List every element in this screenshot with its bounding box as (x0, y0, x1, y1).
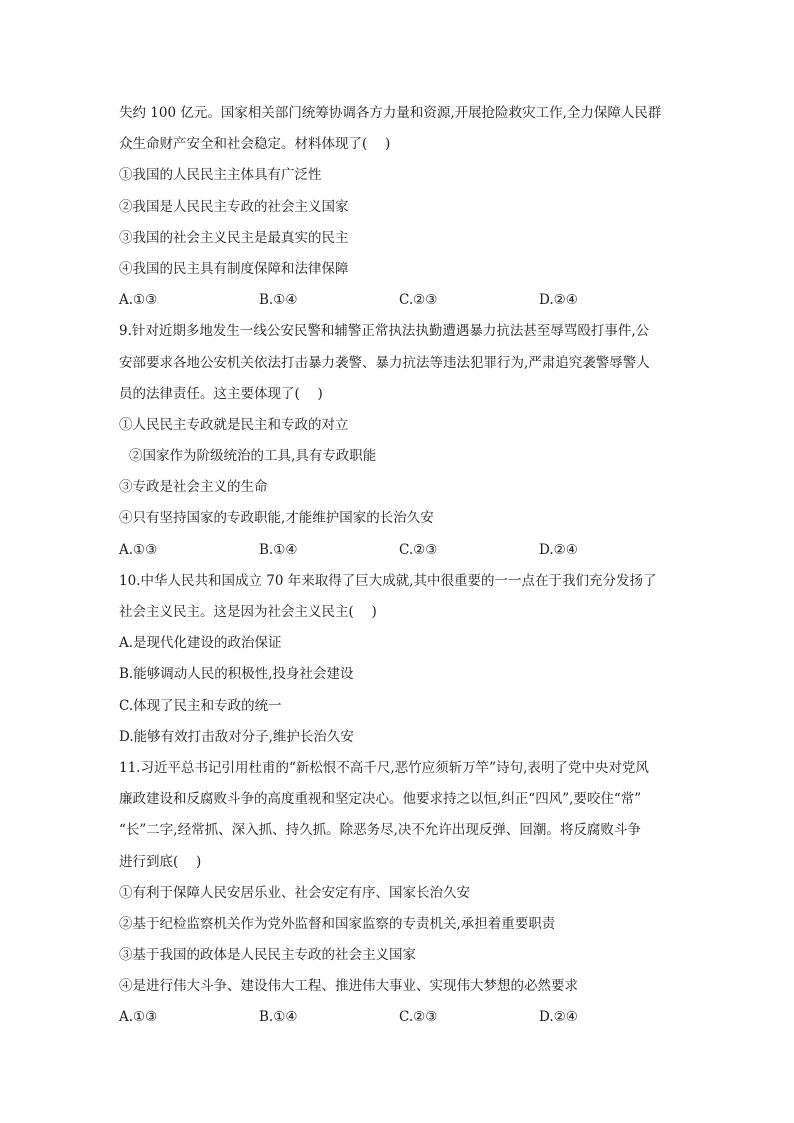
answer-option-b: B.①④ (259, 292, 298, 309)
choice-item: ③基于我国的政体是人民民主专政的社会主义国家 (119, 947, 416, 964)
question-10-block (119, 566, 675, 753)
choice-item: ③我国的社会主义民主是最真实的民主 (119, 229, 349, 246)
question-text: 众生命财产安全和社会稳定。材料体现了( ) (119, 136, 391, 153)
answer-option-c: C.②③ (399, 292, 438, 309)
answer-option-b: B.①④ (259, 1009, 298, 1026)
question-text: 10.中华人民共和国成立 70 年来取得了巨大成就,其中很重要的一一点在于我们充分发扬了 (119, 572, 657, 589)
answer-option-c: C.②③ (399, 1009, 438, 1026)
question-text: 9.针对近期多地发生一线公安民警和辅警正常执法执勤遭遇暴力抗法甚至辱骂殴打事件,公 (119, 323, 650, 340)
question-text: 社会主义民主。这是因为社会主义民主( ) (119, 604, 377, 620)
choice-item: B.能够调动人民的积极性,投身社会建设 (119, 666, 354, 683)
answer-options (119, 1002, 675, 1033)
answer-option-d: D.②④ (539, 292, 578, 309)
choice-item: ④只有坚持国家的专政职能,才能维护国家的长治久安 (119, 510, 434, 527)
question-11-block (119, 753, 675, 1034)
choice-item: D.能够有效打击敌对分子,维护长治久安 (119, 728, 354, 745)
answer-option-a: A.①③ (119, 1009, 158, 1026)
answer-option-a: A.①③ (119, 541, 158, 558)
answer-option-d: D.②④ (539, 1009, 578, 1026)
choice-item: ①我国的人民民主主体具有广泛性 (119, 167, 322, 184)
question-text: 廉政建设和反腐败斗争的高度重视和坚定决心。他要求持之以恒,纠正“四风”,要咬住“常” (119, 791, 642, 808)
choice-item: ④我国的民主具有制度保障和法律保障 (119, 260, 349, 277)
choice-item: ②基于纪检监察机关作为党外监督和国家监察的专责机关,承担着重要职责 (119, 915, 556, 932)
answer-option-a: A.①③ (119, 292, 158, 309)
question-8-block (119, 98, 675, 316)
question-text: 安部要求各地公安机关依法打击暴力袭警、暴力抗法等违法犯罪行为,严肃追究袭警辱警人 (119, 354, 650, 371)
choice-item: ③专政是社会主义的生命 (119, 479, 268, 496)
question-text: “长”二字,经常抓、深入抓、持久抓。除恶务尽,决不允许出现反弹、回潮。将反腐败斗争 (119, 822, 641, 839)
choice-item: ①人民民主专政就是民主和专政的对立 (119, 416, 349, 433)
answer-options (119, 285, 675, 316)
choice-item: A.是现代化建设的政治保证 (119, 635, 282, 652)
question-9-block (119, 316, 675, 566)
question-text: 11.习近平总书记引用杜甫的“新松恨不高千尺,恶竹应须斩万竿”诗句,表明了党中央对党风 (119, 759, 649, 776)
choice-item: C.体现了民主和专政的统一 (119, 697, 282, 714)
choice-item: ②我国是人民民主专政的社会主义国家 (119, 198, 349, 215)
answer-options (119, 535, 675, 566)
question-text: 进行到底( ) (119, 853, 202, 870)
answer-option-d: D.②④ (539, 541, 578, 558)
answer-option-c: C.②③ (399, 541, 438, 558)
question-text: 员的法律责任。这主要体现了( ) (119, 385, 323, 402)
document-page (119, 98, 675, 1034)
question-text: 失约 100 亿元。国家相关部门统筹协调各方力量和资源,开展抢险救灾工作,全力保障人民群 (119, 105, 662, 121)
choice-item: ②国家作为阶级统治的工具,具有专政职能 (129, 448, 377, 465)
choice-item: ④是进行伟大斗争、建设伟大工程、推进伟大事业、实现伟大梦想的必然要求 (119, 978, 578, 995)
choice-item: ①有利于保障人民安居乐业、社会安定有序、国家长治久安 (119, 884, 470, 901)
answer-option-b: B.①④ (259, 541, 298, 558)
